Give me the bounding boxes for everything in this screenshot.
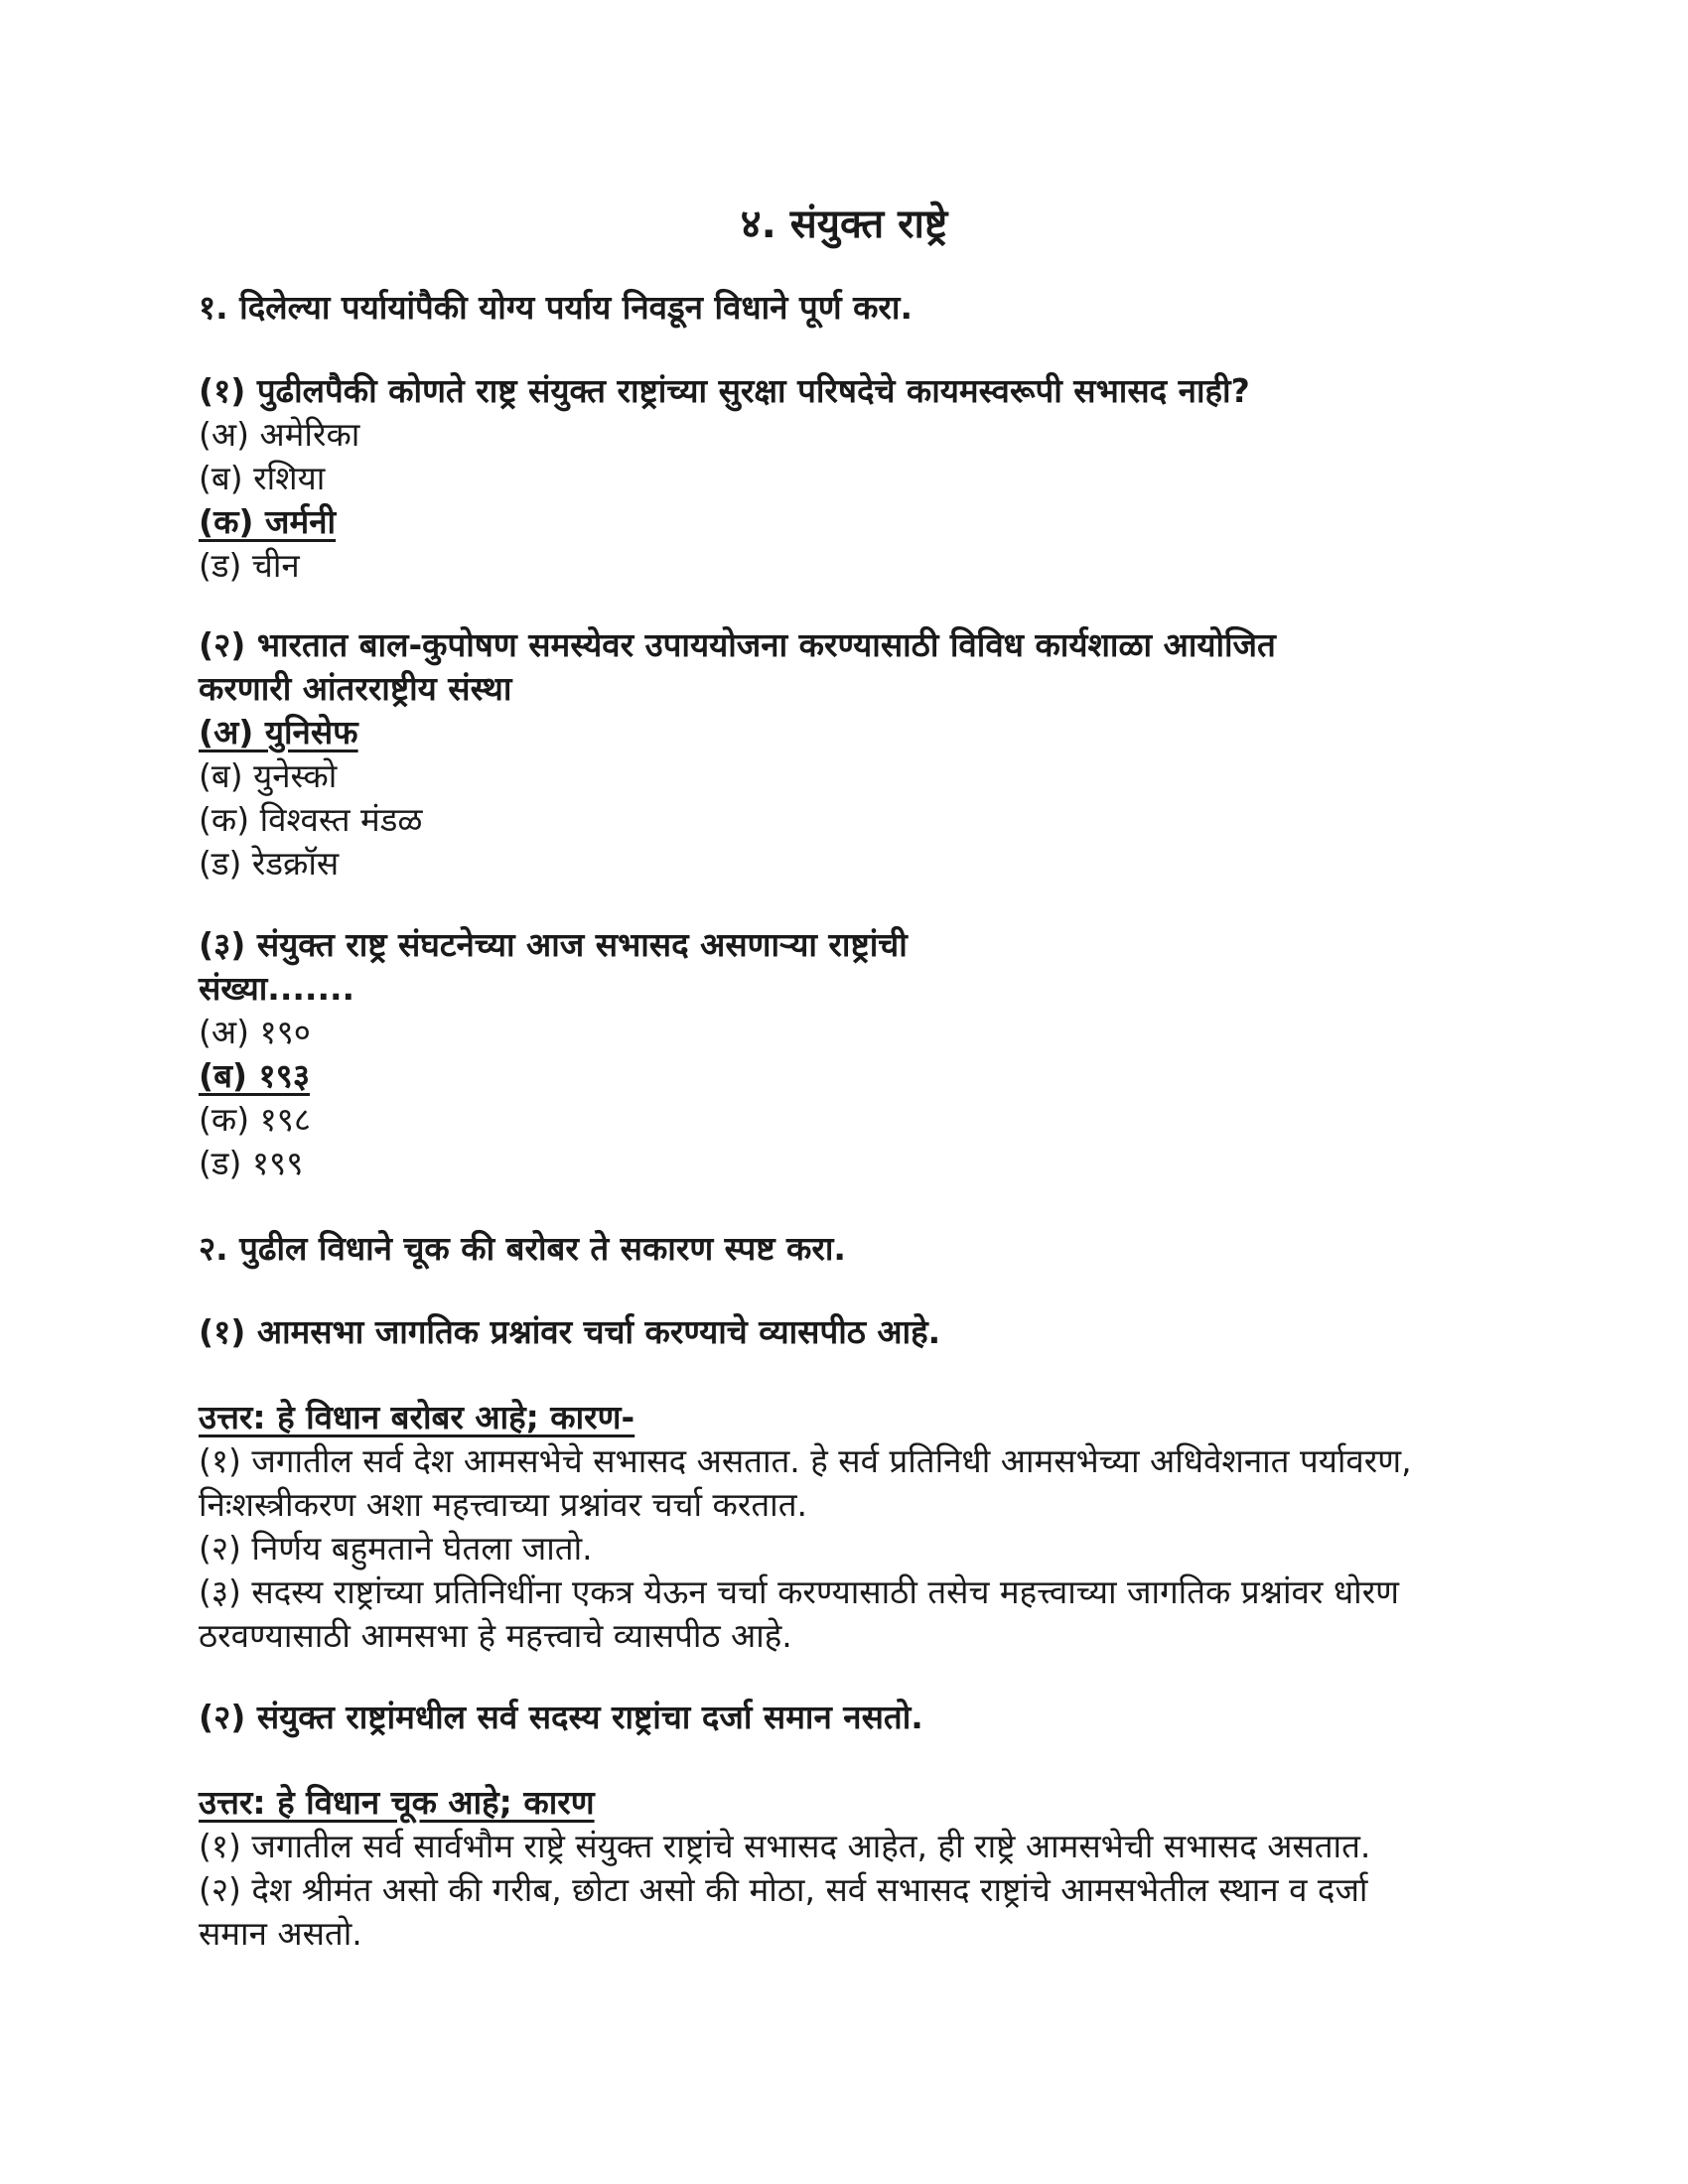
- q2-option-a-correct: (अ) युनिसेफ: [199, 713, 358, 751]
- s1-answer-line: (३) सदस्य राष्ट्रांच्या प्रतिनिधींना एकत्र येऊन चर्चा करण्यासाठी तसेच महत्त्वाच्या जागतिक प्रश्नांवर धोरण: [199, 1572, 1400, 1611]
- q3-option-c: (क) १९८: [199, 1100, 312, 1139]
- section2-heading: २. पुढील विधाने चूक की बरोबर ते सकारण स्पष्ट करा.: [199, 1229, 846, 1268]
- section1-heading: १. दिलेल्या पर्यायांपैकी योग्य पर्याय निवडून विधाने पूर्ण करा.: [199, 288, 914, 327]
- s2-answer-line: (१) जगातील सर्व सार्वभौम राष्ट्रे संयुक्त राष्ट्रांचे सभासद आहेत, ही राष्ट्रे आमसभेची सभासद असतात.: [199, 1827, 1371, 1865]
- q2-option-d: (ड) रेडक्रॉस: [199, 844, 340, 883]
- s2-statement: (२) संयुक्त राष्ट्रांमधील सर्व सदस्य राष्ट्रांचा दर्जा समान नसतो.: [199, 1698, 923, 1736]
- s1-answer-line: निःशस्त्रीकरण अशा महत्त्वाच्या प्रश्नांवर चर्चा करतात.: [199, 1485, 808, 1524]
- s1-answer-line: (१) जगातील सर्व देश आमसभेचे सभासद असतात. हे सर्व प्रतिनिधी आमसभेच्या अधिवेशनात पर्यावरण,: [199, 1441, 1412, 1480]
- q1-option-d: (ड) चीन: [199, 546, 300, 585]
- s2-answer-line: (२) देश श्रीमंत असो की गरीब, छोटा असो की मोठा, सर्व सभासद राष्ट्रांचे आमसभेतील स्थान व दर्जा: [199, 1870, 1368, 1909]
- q1-option-c-correct: (क) जर्मनी: [199, 502, 337, 541]
- q3-question-line1: (३) संयुक्त राष्ट्र संघटनेच्या आज सभासद असणाऱ्या राष्ट्रांची: [199, 925, 908, 964]
- q3-option-b-correct: (ब) १९३: [199, 1056, 310, 1095]
- q1-question: (१) पुढीलपैकी कोणते राष्ट्र संयुक्त राष्ट्रांच्या सुरक्षा परिषदेचे कायमस्वरूपी सभासद नाही?: [199, 371, 1250, 410]
- q3-option-a: (अ) १९०: [199, 1013, 311, 1051]
- s1-answer-label: उत्तर: हे विधान बरोबर आहे; कारण-: [199, 1398, 635, 1436]
- q2-question-line1: (२) भारतात बाल-कुपोषण समस्येवर उपाययोजना करण्यासाठी विविध कार्यशाळा आयोजित: [199, 625, 1276, 664]
- q2-question-line2: करणारी आंतरराष्ट्रीय संस्था: [199, 669, 512, 708]
- q1-option-b: (ब) रशिया: [199, 459, 326, 497]
- q2-option-b: (ब) युनेस्को: [199, 756, 338, 795]
- page-title: ४. संयुक्त राष्ट्रे: [740, 202, 948, 247]
- s2-answer-label: उत्तर: हे विधान चूक आहे; कारण: [199, 1783, 595, 1822]
- q1-option-a: (अ) अमेरिका: [199, 415, 360, 454]
- q3-question-line2: संख्या.......: [199, 969, 355, 1008]
- q2-option-c: (क) विश्वस्त मंडळ: [199, 800, 423, 839]
- s1-statement: (१) आमसभा जागतिक प्रश्नांवर चर्चा करण्याचे व्यासपीठ आहे.: [199, 1312, 941, 1351]
- s2-answer-line: समान असतो.: [199, 1914, 362, 1953]
- s1-answer-line: (२) निर्णय बहुमताने घेतला जातो.: [199, 1529, 593, 1568]
- s1-answer-line: ठरवण्यासाठी आमसभा हे महत्त्वाचे व्यासपीठ आहे.: [199, 1616, 792, 1655]
- q3-option-d: (ड) १९९: [199, 1144, 304, 1182]
